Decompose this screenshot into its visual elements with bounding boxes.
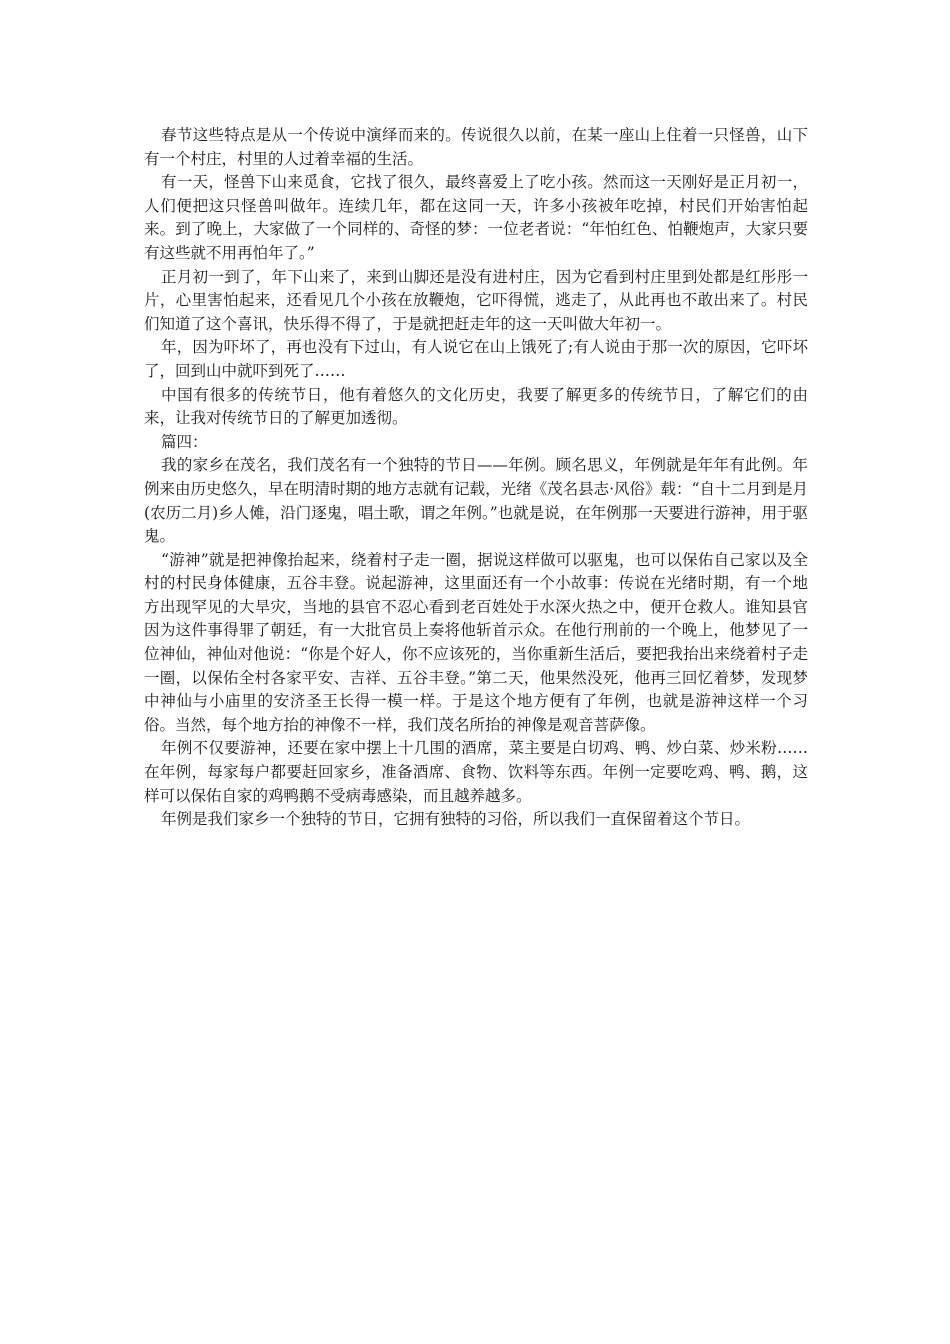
paragraph-conclusion: 年例是我们家乡一个独特的节日，它拥有独特的习俗，所以我们一直保留着这个节日。	[161, 810, 751, 829]
paragraph-nian-scared: 年，因为吓坏了，再也没有下过山，有人说它在山上饿死了;有人说由于那一次的原因，它吓坏了，回到山中就吓到死了……	[144, 338, 808, 380]
paragraph-monster-nian: 有一天，怪兽下山来觅食，它找了很久，最终喜爱上了吃小孩。然而这一天刚好是正月初一，人们便把这只怪兽叫做年。连续几年，都在这同一天，许多小孩被年吃掉，村民们开始害怕起来。到了晚上，大家做了一个同样的、奇怪的梦：一位老者说：“年怕红色、怕鞭炮声，大家只要有这些就不用再怕年了。”	[144, 173, 808, 262]
paragraph-youshen-story: “游神”就是把神像抬起来，绕着村子走一圈，据说这样做可以驱鬼，也可以保佑自己家以及全村的村民身体健康，五谷丰登。说起游神，这里面还有一个小故事：传说在光绪时期，有一个地方出现罕见的大旱灾，当地的县官不忍心看到老百姓处于水深火热之中，便开仓救人。谁知县官因为这件事得罪了朝廷，有一大批官员上奏将他斩首示众。在他行刑前的一个晚上，他梦见了一位神仙，神仙对他说：“你是个好人，你不应该死的，当你重新生活后，要把我抬出来绕着村子走一圈，以保佑全村各家平安、吉祥、五谷丰登。”第二天，他果然没死，他再三回忆着梦，发现梦中神仙与小庙里的安济圣王长得一模一样。于是这个地方便有了年例，也就是游神这样一个习俗。当然，每个地方抬的神像不一样，我们茂名所抬的神像是观音菩萨像。	[144, 550, 808, 734]
section-heading: 篇四：	[161, 432, 208, 451]
paragraph-new-year-day: 正月初一到了，年下山来了，来到山脚还是没有进村庄，因为它看到村庄里到处都是红彤彤一片，心里害怕起来，还看见几个小孩在放鞭炮，它吓得慌，逃走了，从此再也不敢出来了。村民们知道了这个喜讯，快乐得不得了，于是就把赶走年的这一天叫做大年初一。	[144, 267, 808, 333]
document-body	[144, 124, 808, 832]
paragraph-traditional-festivals: 中国有很多的传统节日，他有着悠久的文化历史，我要了解更多的传统节日，了解它们的由来，让我对传统节日的了解更加透彻。	[144, 385, 808, 428]
paragraph-legend-origin: 春节这些特点是从一个传说中演绎而来的。传说很久以前，在某一座山上住着一只怪兽，山下有一个村庄，村里的人过着幸福的生活。	[144, 126, 808, 168]
paragraph-banquet: 年例不仅要游神，还要在家中摆上十几围的酒席，菜主要是白切鸡、鸭、炒白菜、炒米粉……在年例，每家每户都要赶回家乡，准备酒席、食物、饮料等东西。年例一定要吃鸡、鸭、鹅，这样可以保佑自家的鸡鸭鹅不受病毒感染，而且越养越多。	[144, 739, 808, 805]
paragraph-nianli-intro: 我的家乡在茂名，我们茂名有一个独特的节日——年例。顾名思义，年例就是年年有此例。年例来由历史悠久，早在明清时期的地方志就有记载，光绪《茂名县志·风俗》载：“自十二月到是月(农历二月)乡人傩，沿门逐鬼，唱土歌，谓之年例。”也就是说，在年例那一天要进行游神，用于驱鬼。	[144, 456, 808, 546]
